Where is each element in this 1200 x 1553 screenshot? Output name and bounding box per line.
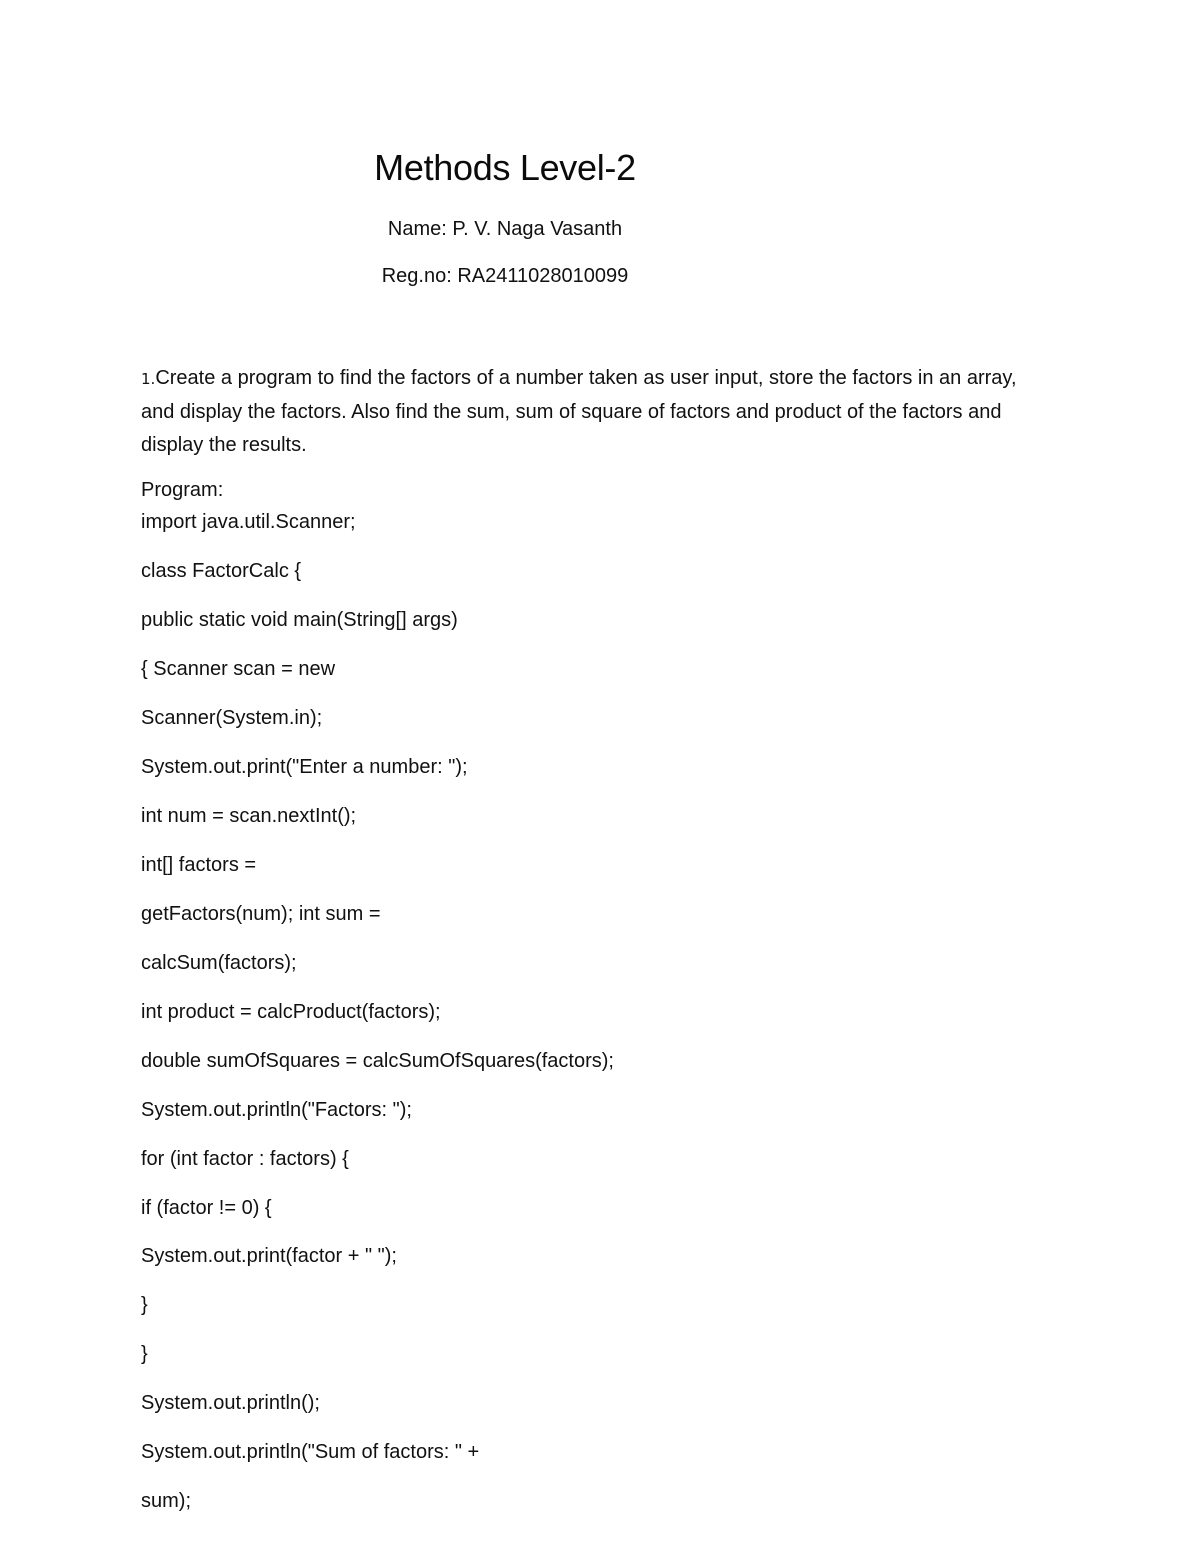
code-line: System.out.println("Sum of factors: " +	[141, 1441, 480, 1463]
code-line: System.out.print("Enter a number: ");	[141, 756, 468, 778]
question-number: 1.	[141, 370, 156, 388]
code-line: class FactorCalc {	[141, 560, 302, 582]
student-name: Name: P. V. Naga Vasanth	[387, 218, 623, 240]
code-line: getFactors(num); int sum =	[141, 903, 381, 925]
code-line: int[] factors =	[141, 854, 257, 876]
code-line: import java.util.Scanner;	[141, 511, 356, 533]
code-line: int num = scan.nextInt();	[141, 805, 357, 827]
code-line: }	[141, 1343, 148, 1365]
code-line: double sumOfSquares = calcSumOfSquares(factors);	[141, 1050, 614, 1072]
code-line: }	[141, 1294, 148, 1316]
code-line: sum);	[141, 1490, 191, 1512]
code-line: calcSum(factors);	[141, 952, 297, 974]
code-line: int product = calcProduct(factors);	[141, 1001, 441, 1023]
document-title: Methods Level-2	[374, 147, 636, 188]
code-line: System.out.print(factor + " ");	[141, 1245, 397, 1267]
code-line: Scanner(System.in);	[141, 707, 323, 729]
code-line: System.out.println("Factors: ");	[141, 1099, 412, 1121]
question-body: Create a program to find the factors of a number taken as user input, store the factors in an array, and display the factors. Also find the sum, sum of square of factors and product of the factors and display the results.	[141, 367, 1017, 456]
code-line: for (int factor : factors) {	[141, 1148, 349, 1170]
code-line: public static void main(String[] args)	[141, 609, 458, 631]
registration-number: Reg.no: RA2411028010099	[381, 265, 629, 287]
program-label: Program:	[141, 479, 224, 501]
question-text	[141, 362, 1041, 462]
code-line: System.out.println();	[141, 1392, 320, 1414]
code-line: if (factor != 0) {	[141, 1197, 272, 1219]
code-line: { Scanner scan = new	[141, 658, 336, 680]
